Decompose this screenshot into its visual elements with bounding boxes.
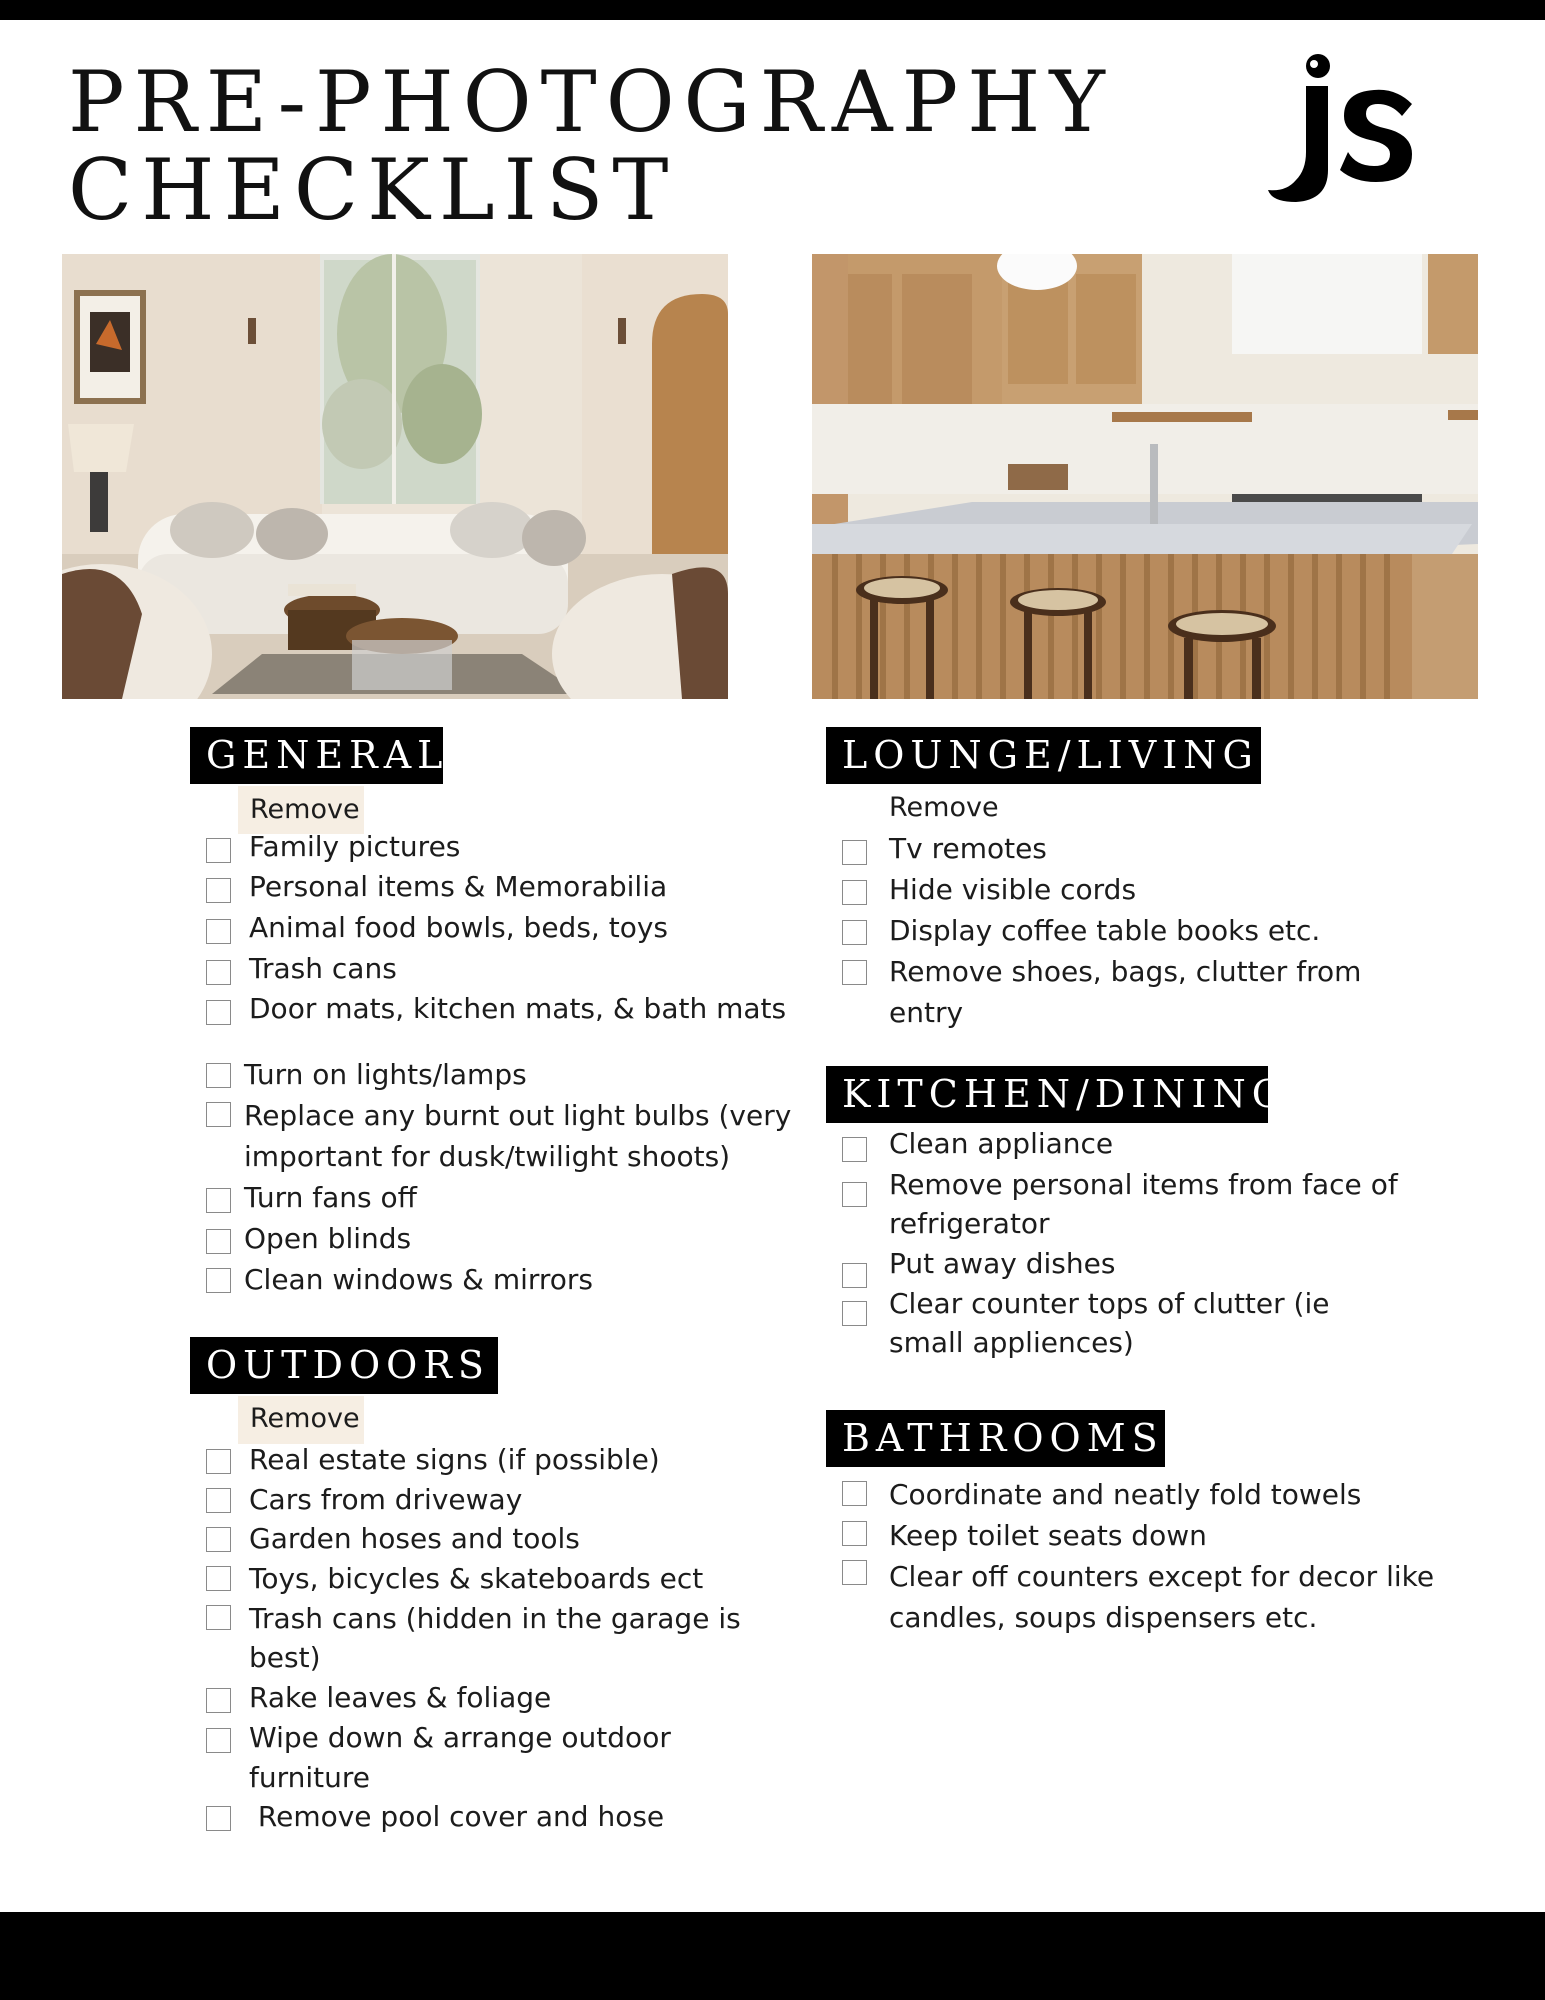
top-bar: [0, 0, 1545, 20]
checkbox[interactable]: [842, 1560, 867, 1585]
heading-lounge-living: LOUNGE/LIVING: [826, 727, 1261, 784]
bottom-bar: [0, 1912, 1545, 2000]
checkbox[interactable]: [842, 1481, 867, 1506]
checklist-item: Turn fans off: [244, 1181, 417, 1214]
outdoors-remove-label: Remove: [250, 1403, 360, 1434]
checklist-item: Trash cans (hidden in the garage is: [249, 1602, 741, 1635]
checklist-item: Tv remotes: [889, 832, 1047, 865]
checkbox[interactable]: [842, 1182, 867, 1207]
checklist-item-continued: refrigerator: [889, 1207, 1050, 1240]
checklist-item-continued: important for dusk/twilight shoots): [244, 1140, 731, 1173]
checklist-item: Clear counter tops of clutter (ie: [889, 1287, 1330, 1320]
checkbox[interactable]: [842, 840, 867, 865]
checkbox[interactable]: [206, 838, 231, 863]
checkbox[interactable]: [206, 1102, 231, 1127]
living-room-photo: [62, 254, 728, 699]
checklist-item: Replace any burnt out light bulbs (very: [244, 1099, 792, 1132]
checkbox[interactable]: [842, 1137, 867, 1162]
page-title: [68, 53, 1114, 239]
checklist-item: Door mats, kitchen mats, & bath mats: [249, 992, 787, 1025]
checklist-item-continued: small appliences): [889, 1326, 1134, 1359]
checklist-item: Open blinds: [244, 1222, 412, 1255]
checklist-item: Coordinate and neatly fold towels: [889, 1478, 1362, 1511]
general-remove-label: Remove: [250, 794, 360, 825]
checkbox[interactable]: [206, 1063, 231, 1088]
checklist-item: Real estate signs (if possible): [249, 1443, 660, 1476]
checkbox[interactable]: [842, 1301, 867, 1326]
checkbox[interactable]: [206, 1449, 231, 1474]
checklist-item: Animal food bowls, beds, toys: [249, 911, 668, 944]
checklist-item: Clean appliance: [889, 1127, 1114, 1160]
checkbox[interactable]: [206, 1488, 231, 1513]
checklist-item: Family pictures: [249, 830, 461, 863]
checklist-item-continued: entry: [889, 996, 964, 1029]
heading-general: GENERAL: [190, 727, 443, 784]
heading-kitchen-dining: KITCHEN/DINING: [826, 1066, 1268, 1123]
checklist-item: Keep toilet seats down: [889, 1519, 1207, 1552]
checklist-item: Remove pool cover and hose: [249, 1800, 665, 1833]
checklist-item: Clear off counters except for decor like: [889, 1560, 1435, 1593]
checkbox[interactable]: [842, 1263, 867, 1288]
checklist-item-continued: candles, soups dispensers etc.: [889, 1601, 1318, 1634]
heading-bathrooms: BATHROOMS: [826, 1410, 1165, 1467]
checkbox[interactable]: [206, 1806, 231, 1831]
checklist-item: Rake leaves & foliage: [249, 1681, 552, 1714]
title-line-2: CHECKLIST: [68, 141, 678, 239]
checklist-item-continued: furniture: [249, 1761, 370, 1794]
checkbox[interactable]: [206, 1728, 231, 1753]
checkbox[interactable]: [206, 1229, 231, 1254]
checkbox[interactable]: [206, 878, 231, 903]
checkbox[interactable]: [206, 1000, 231, 1025]
checkbox[interactable]: [842, 960, 867, 985]
checkbox[interactable]: [206, 1605, 231, 1630]
checklist-item: Remove shoes, bags, clutter from: [889, 955, 1362, 988]
checkbox[interactable]: [842, 1521, 867, 1546]
checkbox[interactable]: [206, 1188, 231, 1213]
checklist-item: Trash cans: [249, 952, 397, 985]
checklist-item: Garden hoses and tools: [249, 1522, 580, 1555]
checklist-item: Put away dishes: [889, 1247, 1116, 1280]
checklist-item: Turn on lights/lamps: [244, 1058, 527, 1091]
checkbox[interactable]: [206, 1566, 231, 1591]
title-line-1: PRE-PHOTOGRAPHY: [68, 53, 1114, 151]
checkbox[interactable]: [206, 1688, 231, 1713]
checklist-item: Display coffee table books etc.: [889, 914, 1321, 947]
kitchen-photo: [812, 254, 1478, 699]
checklist-item: Cars from driveway: [249, 1483, 523, 1516]
checklist-item: Personal items & Memorabilia: [249, 870, 668, 903]
checklist-item: Clean windows & mirrors: [244, 1263, 594, 1296]
checklist-item-continued: best): [249, 1641, 321, 1674]
js-logo: [1262, 52, 1422, 212]
lounge-remove-label: Remove: [889, 792, 999, 823]
checklist-item: Remove personal items from face of: [889, 1168, 1398, 1201]
checkbox[interactable]: [206, 1268, 231, 1293]
heading-outdoors: OUTDOORS: [190, 1337, 498, 1394]
checkbox[interactable]: [206, 1527, 231, 1552]
checkbox[interactable]: [206, 960, 231, 985]
checkbox[interactable]: [206, 919, 231, 944]
checkbox[interactable]: [842, 920, 867, 945]
checklist-item: Toys, bicycles & skateboards ect: [249, 1562, 704, 1595]
checklist-item: Wipe down & arrange outdoor: [249, 1721, 671, 1754]
checkbox[interactable]: [842, 880, 867, 905]
checklist-item: Hide visible cords: [889, 873, 1137, 906]
